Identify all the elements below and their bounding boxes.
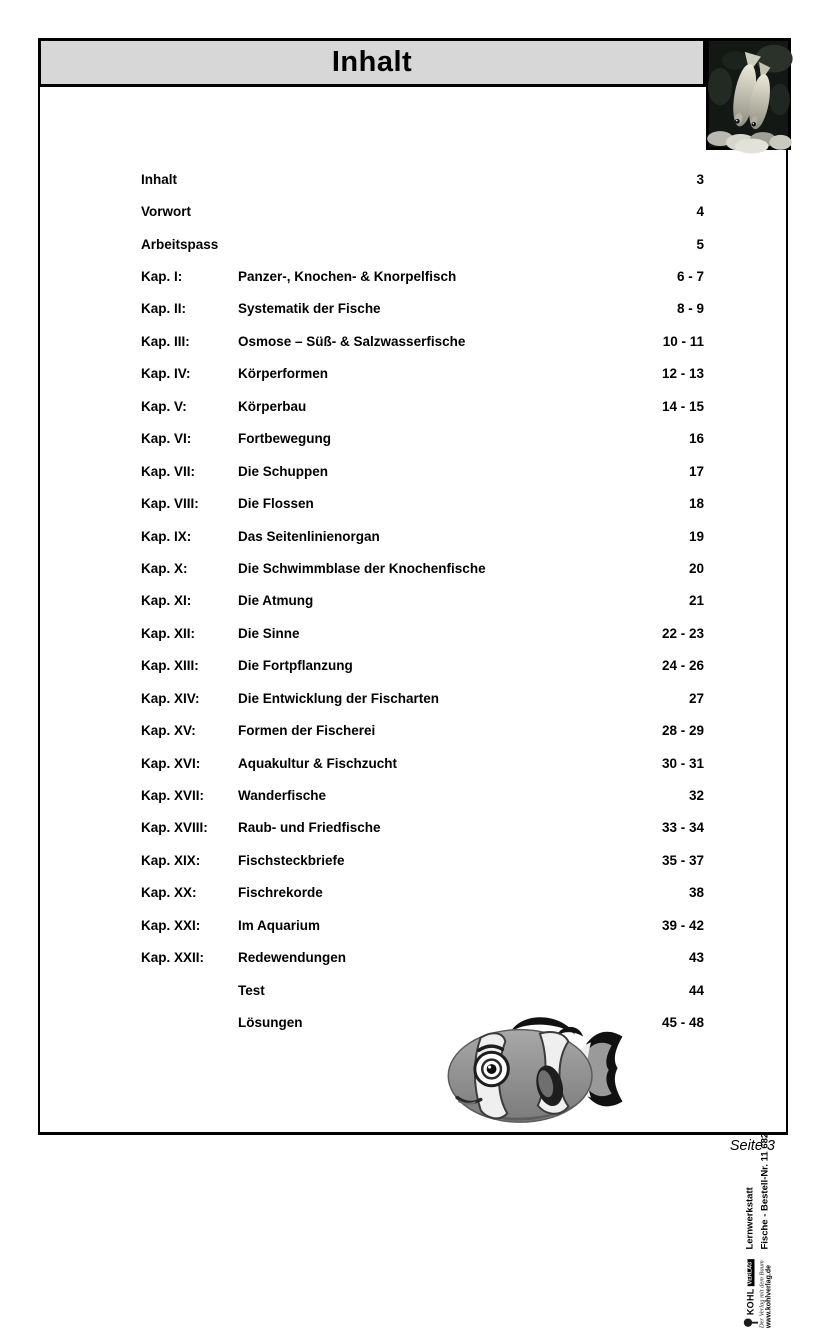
toc-chapter-title: Vorwort — [141, 204, 191, 220]
toc-chapter-title: Inhalt — [141, 171, 177, 187]
toc-page-number: 5 — [696, 236, 704, 252]
toc-row — [141, 585, 704, 617]
toc-page-number: 20 — [688, 560, 704, 576]
toc-page-number: 17 — [688, 463, 704, 479]
toc-chapter-title: Systematik der Fische — [238, 301, 381, 317]
toc-page-number: 45 - 48 — [661, 1015, 704, 1031]
toc-row — [141, 293, 704, 325]
toc-chapter-label: Kap. XIX: — [141, 852, 201, 868]
toc-chapter-label: Kap. I: — [141, 269, 183, 285]
toc-row — [141, 195, 704, 227]
toc-row — [141, 650, 704, 682]
toc-row — [141, 974, 704, 1006]
toc-page-number: 4 — [696, 204, 704, 220]
toc-chapter-title: Körperbau — [238, 398, 307, 414]
order-number: Fische - Bestell-Nr. 11 682 — [759, 1133, 771, 1250]
toc-row — [141, 617, 704, 649]
toc-chapter-label: Kap. XIII: — [141, 658, 199, 674]
toc-row — [141, 877, 704, 909]
toc-page-number: 16 — [688, 431, 704, 447]
toc-chapter-title: Die Entwicklung der Fischarten — [238, 690, 440, 706]
toc-page-number: 24 - 26 — [661, 658, 704, 674]
toc-page-number: 28 - 29 — [661, 723, 704, 739]
toc-chapter-title: Test — [238, 982, 265, 998]
toc-chapter-label: Kap. IX: — [141, 528, 192, 544]
page-title: Inhalt — [331, 46, 413, 78]
toc-chapter-label: Kap. VIII: — [141, 496, 199, 512]
toc-chapter-label: Kap. III: — [141, 333, 190, 349]
toc-chapter-title: Osmose – Süß- & Salzwasserfische — [238, 333, 466, 349]
page-header-bar — [38, 38, 706, 87]
toc-chapter-title: Fortbewegung — [238, 431, 331, 447]
toc-chapter-title: Aquakultur & Fischzucht — [238, 755, 398, 771]
toc-row — [141, 390, 704, 422]
toc-page-number: 22 - 23 — [661, 625, 704, 641]
toc-chapter-label: Kap. XII: — [141, 625, 196, 641]
publisher-website: www.kohlverlag.de — [765, 1265, 773, 1328]
publisher-sidebar — [743, 1133, 773, 1328]
toc-chapter-title: Panzer-, Knochen- & Knorpelfisch — [238, 269, 457, 285]
toc-row — [141, 423, 704, 455]
toc-page-number: 44 — [688, 982, 704, 998]
toc-row — [141, 747, 704, 779]
toc-chapter-title: Fischsteckbriefe — [238, 852, 345, 868]
toc-chapter-label: Kap. X: — [141, 560, 188, 576]
toc-chapter-title: Fischrekorde — [238, 885, 323, 901]
toc-chapter-label: Kap. XX: — [141, 885, 197, 901]
toc-chapter-label: Kap. XXI: — [141, 917, 201, 933]
toc-page-number: 12 - 13 — [661, 366, 704, 382]
toc-chapter-title: Arbeitspass — [141, 236, 219, 252]
toc-row — [141, 779, 704, 811]
toc-page-number: 19 — [688, 528, 704, 544]
toc-page-number: 10 - 11 — [662, 333, 704, 349]
clownfish-illustration — [428, 1007, 628, 1133]
toc-chapter-label: Kap. V: — [141, 398, 187, 414]
toc-page-number: 39 - 42 — [661, 917, 704, 933]
toc-row — [141, 358, 704, 390]
toc-row — [141, 228, 704, 260]
toc-row — [141, 844, 704, 876]
toc-chapter-label: Kap. XVI: — [141, 755, 201, 771]
toc-row — [141, 260, 704, 292]
toc-row — [141, 455, 704, 487]
toc-page-number: 32 — [688, 788, 704, 804]
toc-page-number: 33 - 34 — [661, 820, 704, 836]
toc-chapter-title: Formen der Fischerei — [238, 723, 376, 739]
toc-row — [141, 487, 704, 519]
toc-chapter-title: Raub- und Friedfische — [238, 820, 381, 836]
toc-page-number: 38 — [688, 885, 704, 901]
toc-chapter-label: Kap. XIV: — [141, 690, 200, 706]
toc-chapter-label: Kap. XI: — [141, 593, 192, 609]
publisher-name: KOHL — [744, 1288, 755, 1316]
publisher-suffix: VERLAG — [747, 1261, 754, 1285]
table-of-contents — [141, 163, 704, 1039]
toc-chapter-title: Redewendungen — [238, 950, 347, 966]
toc-page-number: 3 — [696, 171, 704, 187]
toc-chapter-title: Die Schuppen — [238, 463, 329, 479]
toc-chapter-label: Kap. VII: — [141, 463, 196, 479]
toc-page-number: 18 — [688, 496, 704, 512]
toc-chapter-title: Die Fortpflanzung — [238, 658, 353, 674]
toc-page-number: 21 — [688, 593, 704, 609]
toc-chapter-label: Kap. XV: — [141, 723, 196, 739]
toc-row — [141, 812, 704, 844]
toc-chapter-label: Kap. II: — [141, 301, 187, 317]
toc-row — [141, 942, 704, 974]
toc-chapter-title: Die Flossen — [238, 496, 314, 512]
toc-chapter-label: Kap. VI: — [141, 431, 192, 447]
toc-page-number: 6 - 7 — [676, 269, 704, 285]
toc-chapter-title: Körperformen — [238, 366, 329, 382]
toc-row — [141, 520, 704, 552]
publisher-tagline: Der Verlag mit dem Baum — [758, 1260, 766, 1328]
series-name: Lernwerkstatt — [744, 1187, 756, 1250]
clownfish-image — [428, 1007, 628, 1133]
toc-row — [141, 325, 704, 357]
toc-chapter-title: Die Atmung — [238, 593, 314, 609]
toc-row — [141, 552, 704, 584]
toc-chapter-title: Wanderfische — [238, 788, 327, 804]
toc-chapter-title: Im Aquarium — [238, 917, 321, 933]
fish-photo — [706, 38, 791, 150]
toc-chapter-title: Die Sinne — [238, 625, 300, 641]
series-order-text — [743, 1133, 772, 1250]
toc-page-number: 30 - 31 — [661, 755, 704, 771]
toc-chapter-label: Kap. IV: — [141, 366, 191, 382]
toc-row — [141, 682, 704, 714]
toc-chapter-title: Die Schwimmblase der Knochenfische — [238, 560, 486, 576]
toc-row — [141, 714, 704, 746]
toc-page-number: 43 — [688, 950, 704, 966]
toc-page-number: 8 - 9 — [676, 301, 704, 317]
toc-chapter-label: Kap. XVIII: — [141, 820, 208, 836]
page-number-label: Seite 3 — [729, 1138, 775, 1154]
toc-chapter-label: Kap. XVII: — [141, 788, 205, 804]
toc-chapter-title: Lösungen — [238, 1015, 303, 1031]
tree-icon — [743, 1317, 758, 1328]
toc-chapter-title: Das Seitenlinienorgan — [238, 528, 380, 544]
toc-page-number: 27 — [688, 690, 704, 706]
toc-page-number: 35 - 37 — [661, 852, 704, 868]
toc-chapter-label: Kap. XXII: — [141, 950, 205, 966]
toc-page-number: 14 - 15 — [661, 398, 704, 414]
kohl-verlag-logo — [743, 1260, 773, 1328]
toc-row — [141, 163, 704, 195]
fish-photo-image — [709, 41, 788, 147]
toc-row — [141, 909, 704, 941]
